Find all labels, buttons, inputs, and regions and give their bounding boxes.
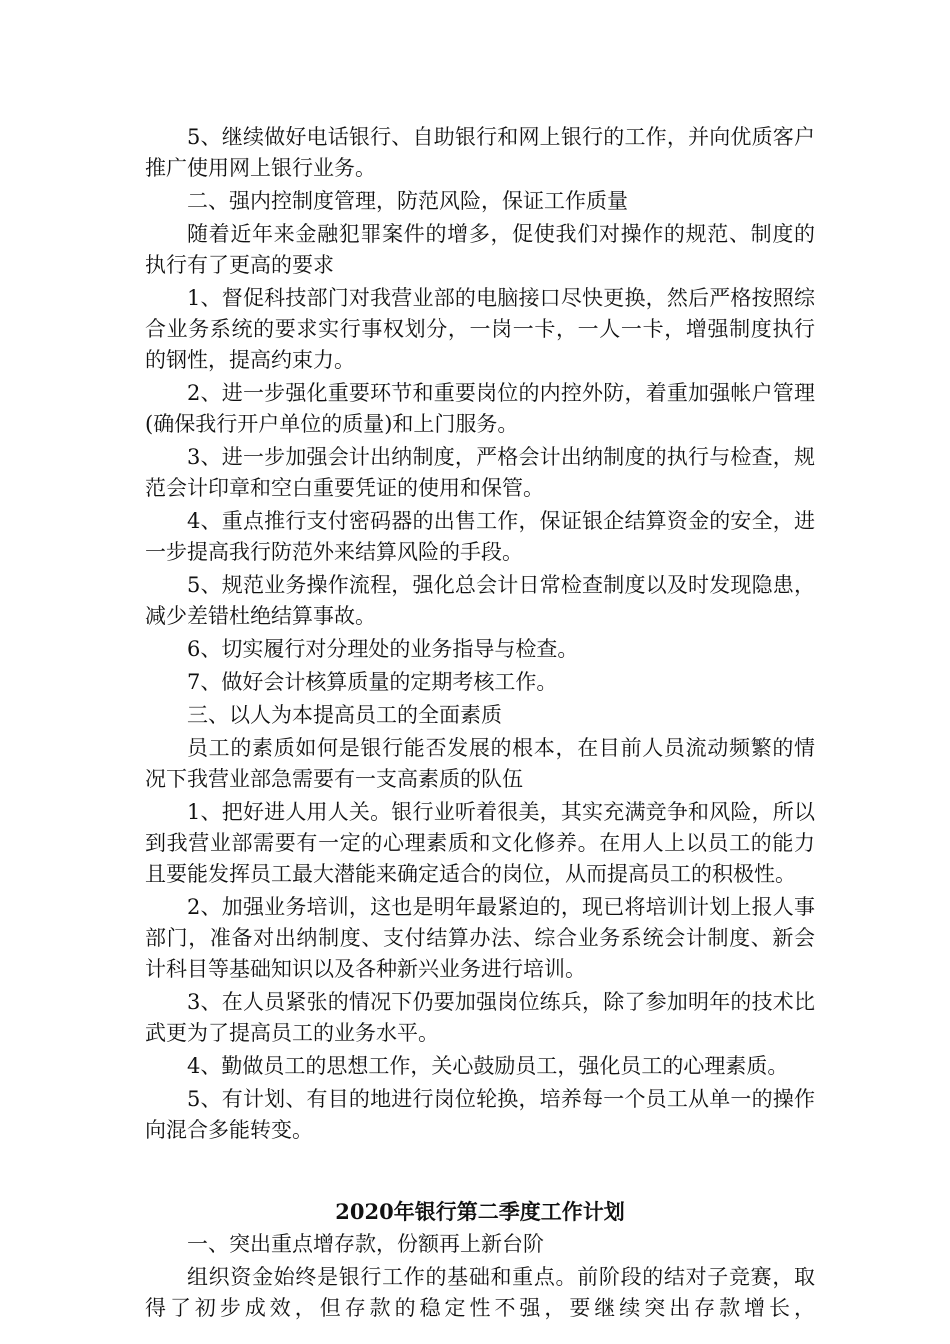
paragraph: 3、在人员紧张的情况下仍要加强岗位练兵，除了参加明年的技术比武更为了提高员工的业务水平。 [145, 990, 815, 1045]
paragraph: 员工的素质如何是银行能否发展的根本，在目前人员流动频繁的情况下我营业部急需要有一支高素质的队伍 [145, 736, 815, 791]
paragraph: 3、进一步加强会计出纳制度，严格会计出纳制度的执行与检查，规范会计印章和空白重要凭证的使用和保管。 [145, 445, 815, 500]
paragraph: 一、突出重点增存款，份额再上新台阶 [187, 1232, 544, 1256]
section-work-items [145, 122, 815, 1146]
paragraph: 4、重点推行支付密码器的出售工作，保证银企结算资金的安全，进一步提高我行防范外来结算风险的手段。 [145, 509, 815, 564]
document-page [145, 122, 815, 1326]
paragraph: 三、以人为本提高员工的全面素质 [187, 703, 502, 727]
paragraph: 二、强内控制度管理，防范风险，保证工作质量 [187, 189, 628, 213]
paragraph: 5、有计划、有目的地进行岗位轮换，培养每一个员工从单一的操作向混合多能转变。 [145, 1087, 815, 1142]
section-title: 2020年银行第二季度工作计划 [335, 1199, 625, 1224]
paragraph: 1、督促科技部门对我营业部的电脑接口尽快更换，然后严格按照综合业务系统的要求实行事权划分，一岗一卡，一人一卡，增强制度执行的钢性，提高约束力。 [145, 286, 815, 372]
paragraph: 2、加强业务培训，这也是明年最紧迫的，现已将培训计划上报人事部门，准备对出纳制度、支付结算办法、综合业务系统会计制度、新会计科目等基础知识以及各种新兴业务进行培训。 [145, 895, 815, 981]
paragraph: 6、切实履行对分理处的业务指导与检查。 [187, 637, 579, 661]
paragraph: 5、规范业务操作流程，强化总会计日常检查制度以及时发现隐患，减少差错杜绝结算事故。 [145, 573, 815, 628]
paragraph: 随着近年来金融犯罪案件的增多，促使我们对操作的规范、制度的执行有了更高的要求 [145, 222, 815, 277]
paragraph: 4、勤做员工的思想工作，关心鼓励员工，强化员工的心理素质。 [187, 1054, 789, 1078]
paragraph: 组织资金始终是银行工作的基础和重点。前阶段的结对子竞赛，取得了初步成效，但存款的稳定性不强，要继续突出存款增长， [145, 1265, 815, 1320]
section-spacer [145, 1148, 815, 1196]
paragraph: 7、做好会计核算质量的定期考核工作。 [187, 670, 558, 694]
paragraph: 2、进一步强化重要环节和重要岗位的内控外防，着重加强帐户管理(确保我行开户单位的质量)和上门服务。 [145, 381, 815, 436]
paragraph: 1、把好进人用人关。银行业听着很美，其实充满竞争和风险，所以到我营业部需要有一定的心理素质和文化修养。在用人上以员工的能力且要能发挥员工最大潜能来确定适合的岗位，从而提高员工的积极性。 [145, 800, 815, 886]
paragraph: 5、继续做好电话银行、自助银行和网上银行的工作，并向优质客户推广使用网上银行业务。 [145, 125, 815, 180]
section-q2-plan [145, 1196, 815, 1324]
